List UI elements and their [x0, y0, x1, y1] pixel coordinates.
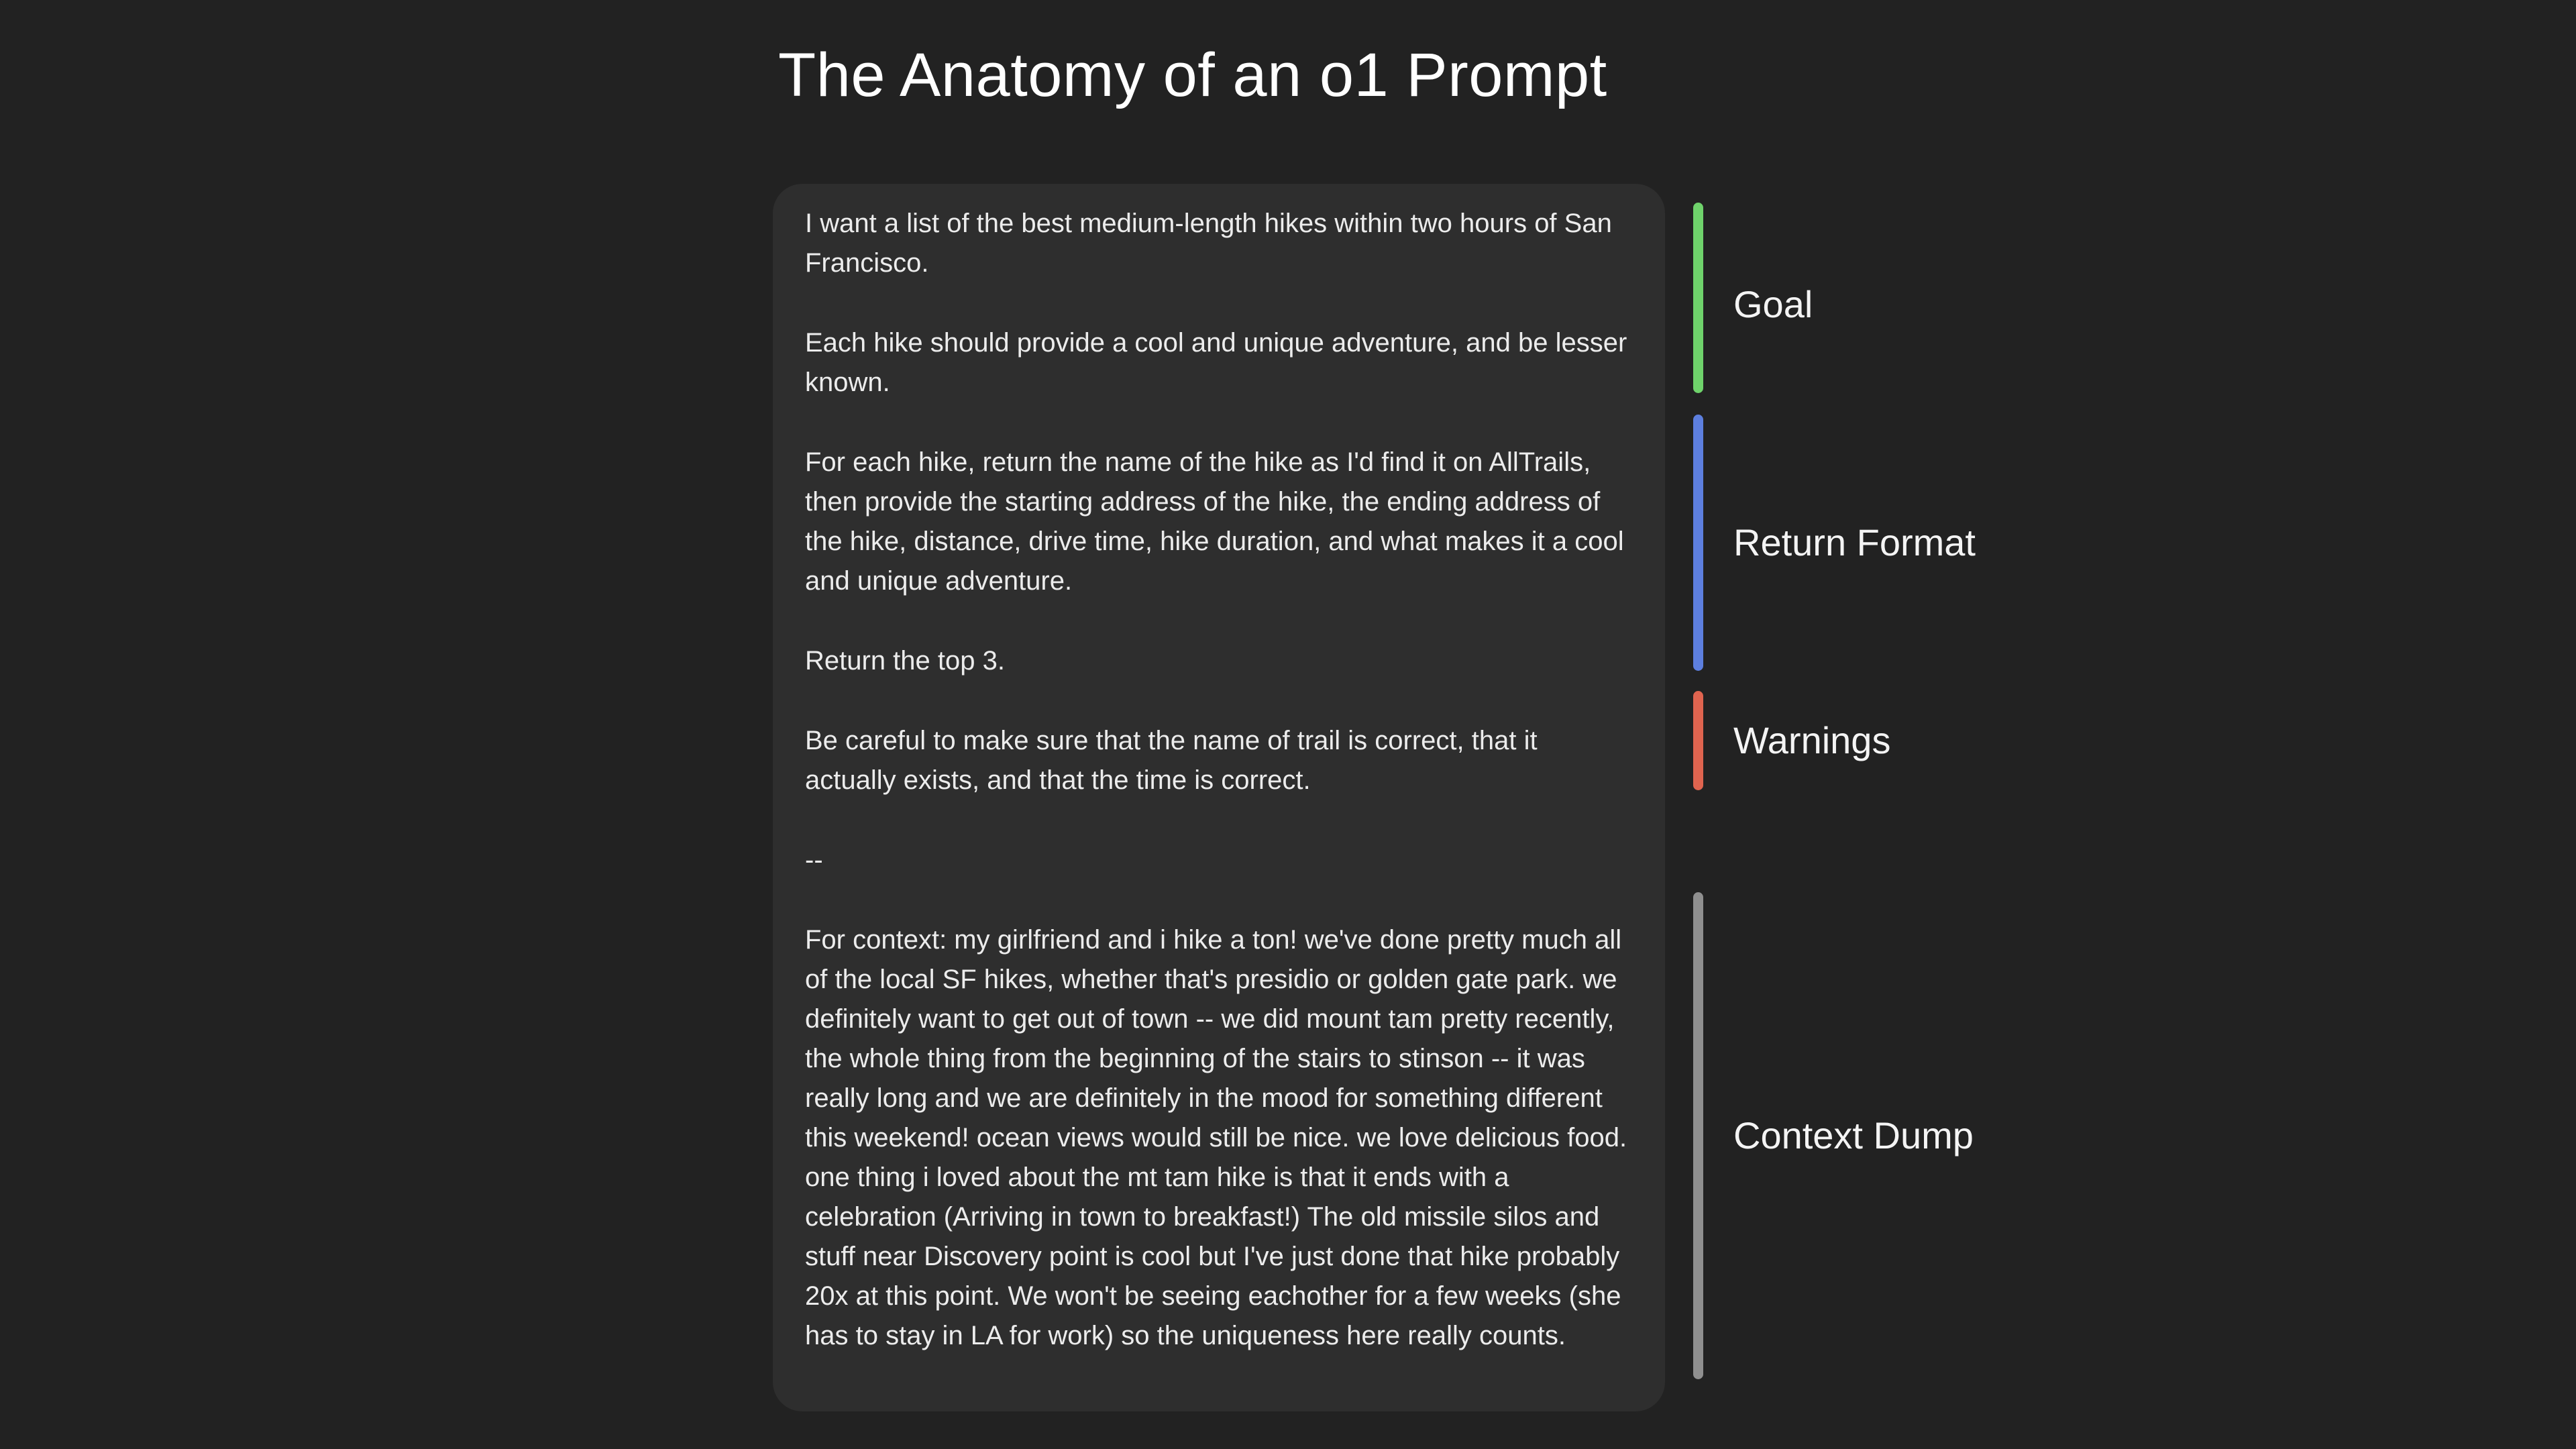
- prompt-goal-paragraph-1: I want a list of the best medium-length hikes within two hours of San Francisco.: [805, 209, 1612, 278]
- prompt-warnings-paragraph: Be careful to make sure that the name of trail is correct, that it actually exists, and that the time is correct.: [805, 726, 1538, 795]
- section-bar-context-dump: [1693, 892, 1703, 1379]
- section-bar-goal: [1693, 203, 1703, 393]
- prompt-return-format-paragraph-2: Return the top 3.: [805, 646, 1005, 676]
- section-label-return-format: Return Format: [1733, 521, 1976, 564]
- page-title: The Anatomy of an o1 Prompt: [778, 41, 1607, 109]
- section-label-context-dump: Context Dump: [1733, 1114, 1974, 1157]
- prompt-return-format-paragraph-1: For each hike, return the name of the hike as I'd find it on AllTrails, then provide the starting address of the hike, the ending address of the hike, distance, drive time, hike duration, and what makes it a cool and unique adventure.: [805, 447, 1624, 596]
- prompt-goal-paragraph-2: Each hike should provide a cool and unique adventure, and be lesser known.: [805, 328, 1627, 397]
- prompt-context-paragraph: For context: my girlfriend and i hike a ton! we've done pretty much all of the local SF hikes, whether that's presidio or golden gate park. we definitely want to get out of town -- we did mount tam pretty recently, the whole thing from the beginning of the stairs to stinson -- it was really long and we are definitely in the mood for something different this weekend! ocean views would still be nice. we love delicious food. one thing i loved about the mt tam hike is that it ends with a celebration (Arriving in town to breakfast!) The old missile silos and stuff near Discovery point is cool but I've just done that hike probably 20x at this point. We won't be seeing eachother for a few weeks (she has to stay in LA for work) so the uniqueness here really counts.: [805, 925, 1627, 1350]
- prompt-separator: --: [805, 845, 823, 875]
- section-bar-warnings: [1693, 691, 1703, 790]
- section-label-warnings: Warnings: [1733, 719, 1891, 761]
- section-label-goal: Goal: [1733, 283, 1813, 325]
- section-bar-return-format: [1693, 415, 1703, 671]
- prompt-card: [773, 184, 1665, 1411]
